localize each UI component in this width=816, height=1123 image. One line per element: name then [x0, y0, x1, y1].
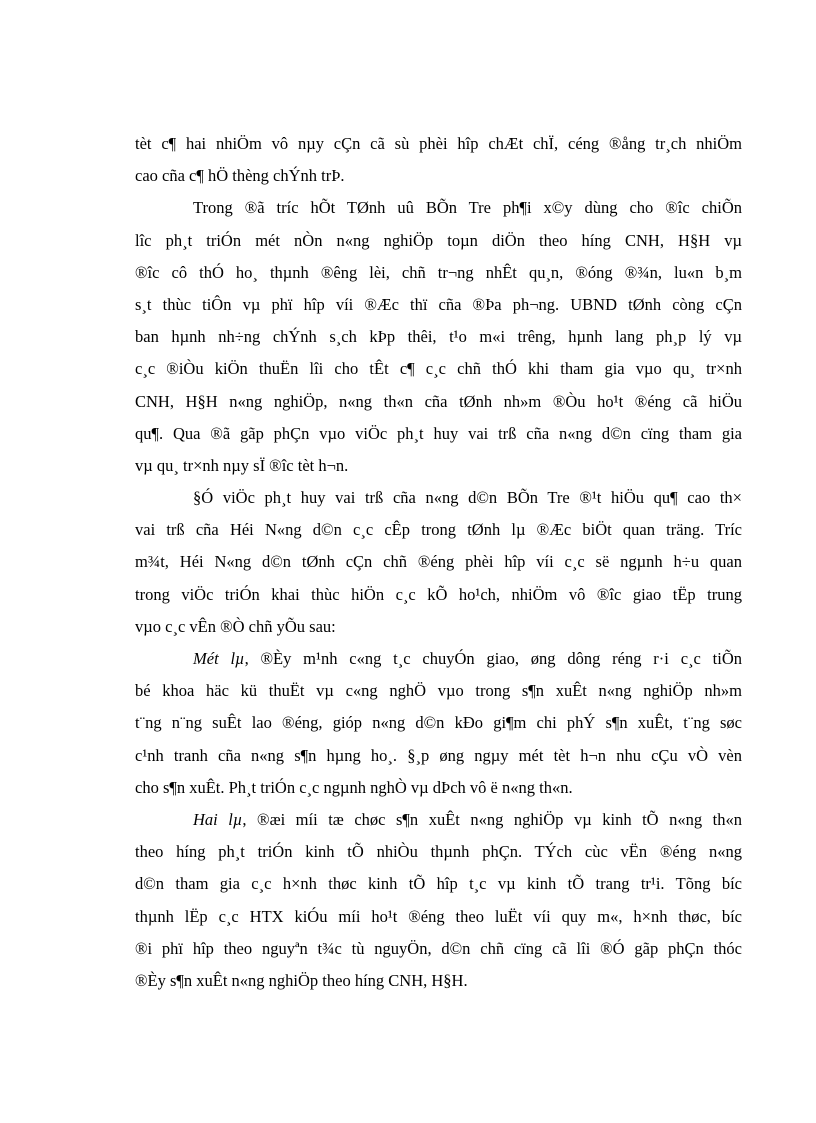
text-line: ®îc cô thÓ ho¸ thµnh ®êng lèi, chñ tr¬ng nhÊt qu¸n, ®óng ®¾n, lu«n b¸m [135, 262, 742, 282]
paragraph [135, 128, 742, 192]
text-line [135, 643, 742, 675]
text-line: d©n tham gia c¸c h×nh thøc kinh tÕ hîp t¸c vµ kinh tÕ trang tr¹i. Tõng bíc [135, 874, 742, 894]
text-line: cho s¶n xuÊt. Ph¸t triÓn c¸c ngµnh nghÒ vµ dÞch vô ë n«ng th«n. [135, 777, 573, 797]
text-line: ®i phï hîp theo nguyªn t¾c tù nguyÖn, d©n chñ cïng cã lîi ®Ó gãp phÇn thóc [135, 938, 742, 958]
text-line: Trong ®ã tríc hÕt TØnh uû BÕn Tre ph¶i x©y dùng cho ®îc chiÕn [193, 198, 742, 218]
text-line: ban hµnh nh÷ng chÝnh s¸ch kÞp thêi, t¹o m«i trêng, hµnh lang ph¸p lý vµ [135, 327, 742, 347]
text-line: thµnh lËp c¸c HTX kiÓu míi ho¹t ®éng theo luËt víi quy m«, h×nh thøc, bíc [135, 906, 742, 926]
text-line: vai trß cña Héi N«ng d©n c¸c cÊp trong tØnh lµ ®Æc biÖt quan träng. Tríc [135, 520, 742, 540]
text-line: cao cña c¶ hÖ thèng chÝnh trÞ. [135, 166, 345, 186]
text-line: s¸t thùc tiÔn vµ phï hîp víi ®Æc thï cña ®Þa ph¬ng. UBND tØnh còng cÇn [135, 294, 742, 314]
item-lead: Hai lµ [193, 809, 243, 829]
text-line: trong viÖc triÓn khai thùc hiÖn c¸c kÕ ho¹ch, nhiÖm vô ®îc giao tËp trung [135, 584, 742, 604]
paragraph [135, 192, 742, 482]
item-lead: Mét lµ [193, 649, 245, 668]
text-line: tèt c¶ hai nhiÖm vô nµy cÇn cã sù phèi hîp chÆt chÏ, céng ®ång tr¸ch nhiÖm [135, 134, 742, 153]
text-line: c¹nh tranh cña n«ng s¶n hµng ho¸. §¸p øng ngµy mét tèt h¬n nhu cÇu vÒ vèn [135, 745, 742, 765]
text-line: lîc ph¸t triÓn mét nÒn n«ng nghiÖp toµn diÖn theo híng CNH, H§H vµ [135, 230, 742, 250]
text-line: vµo c¸c vÊn ®Ò chñ yÕu sau: [135, 616, 336, 636]
item-text: , ®Èy m¹nh c«ng t¸c chuyÓn giao, øng dông réng r·i c¸c tiÕn [244, 649, 742, 668]
text-line: m¾t, Héi N«ng d©n tØnh cÇn chñ ®éng phèi hîp víi c¸c së ngµnh h÷u quan [135, 552, 742, 572]
text-line: c¸c ®iÒu kiÖn thuËn lîi cho tÊt c¶ c¸c chñ thÓ khi tham gia vµo qu¸ tr×nh [135, 359, 742, 379]
text-line: CNH, H§H n«ng nghiÖp, n«ng th«n cña tØnh nh»m ®Òu ho¹t ®éng cã hiÖu [135, 391, 742, 411]
paragraph [135, 482, 742, 643]
text-line: t¨ng n¨ng suÊt lao ®éng, gióp n«ng d©n kÐo gi¶m chi phÝ s¶n xuÊt, t¨ng søc [135, 713, 742, 733]
text-line: §Ó viÖc ph¸t huy vai trß cña n«ng d©n BÕn Tre ®¹t hiÖu qu¶ cao th× [193, 488, 742, 508]
text-line: theo híng ph¸t triÓn kinh tÕ nhiÒu thµnh phÇn. TÝch cùc vËn ®éng n«ng [135, 842, 742, 862]
paragraph [135, 643, 742, 804]
text-line [135, 804, 742, 836]
text-line: ®Èy s¶n xuÊt n«ng nghiÖp theo híng CNH, H§H. [135, 970, 468, 990]
body-text [135, 128, 742, 997]
text-line: qu¶. Qua ®ã gãp phÇn vµo viÖc ph¸t huy vai trß cña n«ng d©n cïng tham gia [135, 423, 742, 443]
paragraph [135, 804, 742, 997]
text-line: bé khoa häc kü thuËt vµ c«ng nghÖ vµo trong s¶n xuÊt n«ng nghiÖp nh»m [135, 681, 742, 701]
item-text: , ®æi míi tæ chøc s¶n xuÊt n«ng nghiÖp vµ kinh tÕ n«ng th«n [242, 809, 742, 829]
text-line: vµ qu¸ tr×nh nµy sÏ ®îc tèt h¬n. [135, 455, 349, 475]
